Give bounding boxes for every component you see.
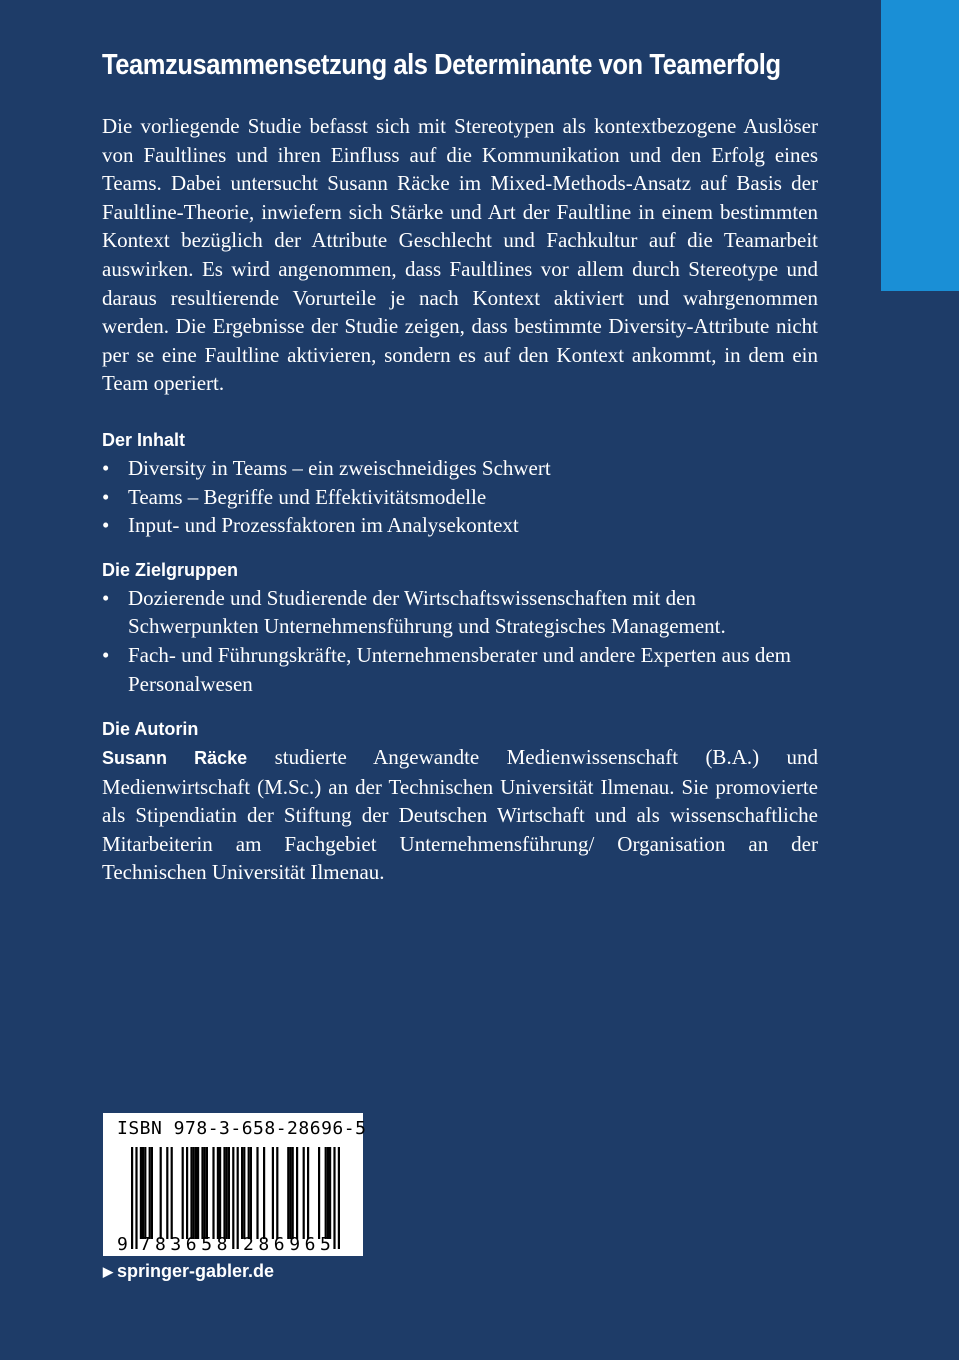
barcode-bar: [228, 1147, 230, 1239]
barcode-bar: [193, 1147, 195, 1239]
barcode-bar: [135, 1147, 137, 1249]
barcode-bar: [142, 1147, 144, 1239]
barcode-bar: [318, 1147, 320, 1239]
barcode-bar: [144, 1147, 146, 1239]
list-item: • Diversity in Teams – ein zweischneidiges Schwert: [102, 454, 818, 483]
barcode-bar: [338, 1147, 340, 1249]
barcode-bar: [307, 1147, 309, 1239]
barcode-digit: 3: [170, 1234, 182, 1255]
barcode-bar: [303, 1147, 305, 1239]
triangle-right-icon: ▶: [103, 1263, 113, 1279]
barcode-bar: [237, 1147, 239, 1249]
barcode-bar: [325, 1147, 327, 1239]
barcode-bar: [232, 1147, 234, 1249]
barcode-bar: [250, 1147, 252, 1239]
barcode-bar: [223, 1147, 225, 1239]
barcode-bar: [206, 1147, 208, 1239]
barcode-bar: [219, 1147, 221, 1239]
accent-bar: [881, 0, 959, 291]
barcode-bar: [217, 1147, 219, 1239]
author-bio-text: studierte Angewandte Medienwissenschaft (B.A.) und Medienwirtschaft (M.Sc.) an der Technischen Universität Ilmenau. Sie promovierte als Stipendiatin der Stiftung der Deutschen Wirtschaft und als wissenschaftliche Mitarbeiterin am Fachgebiet Unternehmensführung/ Organisation an der Technischen Universität Ilmenau.: [102, 745, 818, 885]
list-item: • Teams – Begriffe und Effektivitätsmodelle: [102, 483, 818, 512]
barcode-bar: [197, 1147, 199, 1239]
inhalt-list: [102, 454, 818, 540]
barcode-bar: [289, 1147, 291, 1239]
barcode-digit: 6: [185, 1234, 197, 1255]
barcode-bar: [226, 1147, 228, 1239]
author-name: Susann Räcke: [102, 748, 248, 769]
back-cover-content: [102, 40, 818, 887]
barcode-digit: 8: [216, 1234, 228, 1255]
isbn-barcode: [103, 1113, 367, 1256]
website-url: springer-gabler.de: [117, 1261, 275, 1281]
barcode-bar: [182, 1147, 184, 1239]
list-item: • Fach- und Führungskräfte, Unternehmensberater und andere Experten aus dem Personalwesen: [102, 641, 818, 698]
barcode-bar: [204, 1147, 206, 1239]
barcode-bar: [140, 1147, 142, 1239]
barcode-digit: 6: [304, 1234, 316, 1255]
barcode-bar: [263, 1147, 265, 1239]
barcode-bar: [287, 1147, 289, 1239]
inhalt-heading: Der Inhalt: [102, 429, 186, 450]
isbn-label: ISBN 978-3-658-28696-5: [117, 1118, 367, 1139]
zielgruppen-list: [102, 584, 818, 698]
barcode-bar: [160, 1147, 162, 1239]
barcode-bar: [296, 1147, 298, 1239]
barcode-digit: 8: [155, 1234, 166, 1255]
autorin-heading: Die Autorin: [102, 719, 199, 740]
barcode-digit: 9: [289, 1234, 301, 1255]
barcode-digit: 2: [243, 1234, 254, 1255]
intro-paragraph: Die vorliegende Studie befasst sich mit Stereotypen als kontextbezogene Auslöser von Faultlines und ihren Einfluss auf die Kommunikation und den Erfolg eines Teams. Dabei untersucht Susann Räcke im Mixed-Methods-Ansatz auf Basis der Faultline-Theorie, inwiefern sich Stärke und Art der Faultline in einem bestimmten Kontext bezüglich der Attribute Geschlecht und Fachkultur auf die Teamarbeit auswirken. Es wird angenommen, dass Faultlines vor allem durch Stereotype und daraus resultierende Vorurteile je nach Kontext aktiviert und wahrgenommen werden. Die Ergebnisse der Studie zeigen, dass bestimmte Diversity-Attribute nicht per se eine Faultline aktivieren, sondern es auf den Kontext ankommt, in dem ein Team operiert.: [102, 114, 818, 396]
book-title: Teamzusammensetzung als Determinante von Teamerfolg: [102, 49, 781, 81]
barcode-digit: 8: [258, 1234, 270, 1255]
barcode-bar: [201, 1147, 203, 1239]
barcode-bar: [151, 1147, 153, 1239]
barcode-bar: [149, 1147, 151, 1239]
barcode-bar: [186, 1147, 188, 1239]
barcode-bar: [248, 1147, 250, 1239]
website-link[interactable]: [103, 1261, 274, 1282]
barcode-bar: [131, 1147, 133, 1249]
barcode-bar: [272, 1147, 274, 1239]
barcode-bar: [243, 1147, 245, 1239]
zielgruppen-heading: Die Zielgruppen: [102, 559, 239, 580]
author-bio: [102, 743, 818, 887]
list-item: • Dozierende und Studierende der Wirtschaftswissenschaften mit den Schwerpunkten Unternehmensführung und Strategisches Management.: [102, 584, 818, 641]
barcode-digit: 9: [117, 1234, 128, 1255]
barcode-bar: [327, 1147, 329, 1239]
barcode-bar: [190, 1147, 192, 1239]
barcode-bar: [166, 1147, 168, 1239]
barcode-bar: [292, 1147, 294, 1239]
barcode-bar: [256, 1147, 258, 1239]
barcode-bar: [195, 1147, 197, 1239]
barcode-digit: 5: [320, 1234, 331, 1255]
barcode-digit: 5: [201, 1234, 213, 1255]
barcode-bar: [276, 1147, 278, 1239]
barcode-bars: [103, 1113, 363, 1256]
barcode-digit: 6: [273, 1234, 285, 1255]
list-item: • Input- und Prozessfaktoren im Analysekontext: [102, 511, 818, 540]
barcode-bar: [171, 1147, 173, 1239]
barcode-digit: 7: [139, 1234, 151, 1255]
barcode-bar: [212, 1147, 214, 1239]
barcode-bar: [333, 1147, 335, 1249]
barcode-bar: [241, 1147, 243, 1239]
barcode-bar: [329, 1147, 331, 1239]
